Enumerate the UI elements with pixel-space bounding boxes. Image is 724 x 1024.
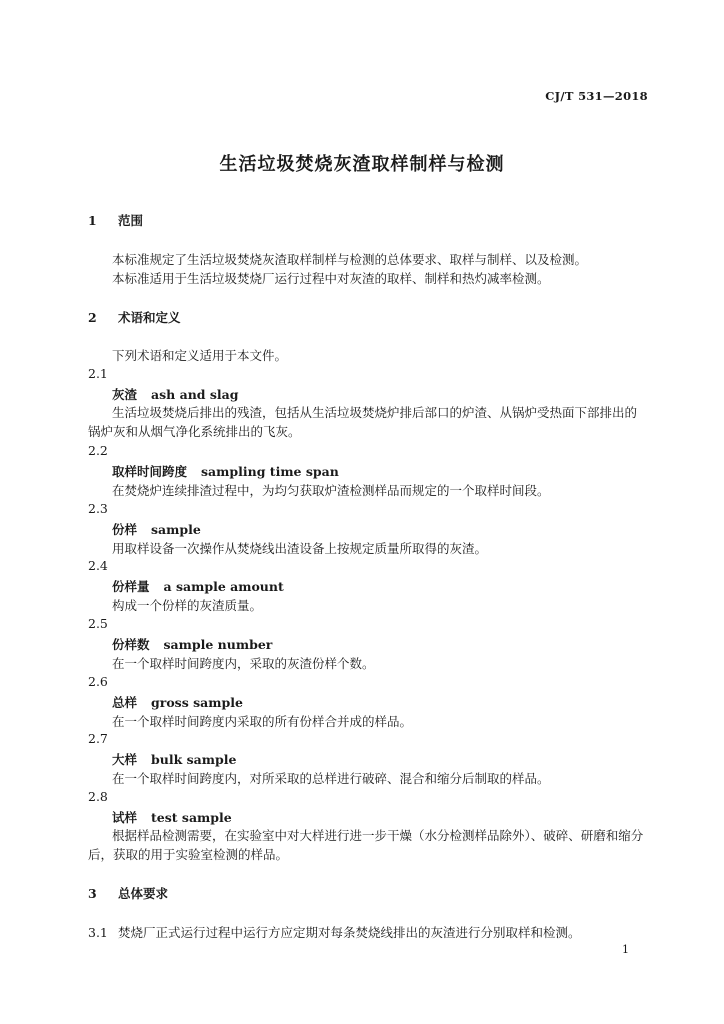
term-number: 2.5	[88, 616, 108, 631]
term-cn: 份样	[112, 522, 138, 537]
term-title	[112, 750, 236, 768]
section-1-heading	[88, 211, 143, 229]
section-1-title: 范围	[118, 213, 144, 228]
term-en: gross sample	[151, 695, 243, 710]
term-definition: 生活垃圾焚烧后排出的残渣，包括从生活垃圾焚烧炉排后部口的炉渣、从锅炉受热面下部排出的锅炉灰和从烟气净化系统排出的飞灰。	[88, 405, 638, 439]
term-en: a sample amount	[163, 579, 284, 594]
term-definition: 在一个取样时间跨度内，采取的灰渣份样个数。	[112, 656, 375, 671]
clause-number: 3.1	[88, 925, 108, 940]
section-2-heading	[88, 308, 181, 326]
term-en: bulk sample	[151, 752, 237, 767]
section-2-intro: 下列术语和定义适用于本文件。	[112, 348, 288, 363]
term-definition: 用取样设备一次操作从焚烧线出渣设备上按规定质量所取得的灰渣。	[112, 541, 488, 556]
clause-text: 焚烧厂正式运行过程中运行方应定期对每条焚烧线排出的灰渣进行分别取样和检测。	[118, 925, 581, 940]
term-title	[112, 385, 239, 403]
term-number: 2.6	[88, 674, 108, 689]
term-definition: 构成一个份样的灰渣质量。	[112, 598, 263, 613]
term-en: ash and slag	[151, 387, 239, 402]
term-cn: 取样时间跨度	[112, 464, 188, 479]
standard-code: CJ/T 531—2018	[545, 89, 648, 103]
term-cn: 总样	[112, 695, 138, 710]
term-cn: 份样量	[112, 579, 150, 594]
section-2-title: 术语和定义	[118, 310, 181, 325]
section-1-para-2: 本标准适用于生活垃圾焚烧厂运行过程中对灰渣的取样、制样和热灼减率检测。	[112, 271, 550, 286]
section-3-heading	[88, 884, 168, 902]
term-cn: 试样	[112, 810, 138, 825]
term-title	[112, 693, 243, 711]
page-number: 1	[622, 943, 629, 956]
section-3-number: 3	[88, 886, 97, 901]
term-title	[112, 462, 339, 480]
term-definition: 在一个取样时间跨度内采取的所有份样合并成的样品。	[112, 714, 413, 729]
term-en: test sample	[151, 810, 232, 825]
term-en: sample	[151, 522, 201, 537]
term-definition: 在焚烧炉连续排渣过程中，为均匀获取炉渣检测样品而规定的一个取样时间段。	[112, 483, 550, 498]
section-1-number: 1	[88, 213, 97, 228]
term-title	[112, 577, 284, 595]
document-title: 生活垃圾焚烧灰渣取样制样与检测	[219, 154, 505, 175]
term-definition: 在一个取样时间跨度内，对所采取的总样进行破碎、混合和缩分后制取的样品。	[112, 771, 550, 786]
term-title	[112, 635, 272, 653]
term-en: sample number	[163, 637, 273, 652]
term-definition: 根据样品检测需要，在实验室中对大样进行进一步干燥（水分检测样品除外）、破碎、研磨和缩分后，获取的用于实验室检测的样品。	[88, 828, 644, 862]
term-number: 2.3	[88, 501, 108, 516]
section-1-para-1: 本标准规定了生活垃圾焚烧灰渣取样制样与检测的总体要求、取样与制样、以及检测。	[112, 252, 588, 267]
term-cn: 灰渣	[112, 387, 138, 402]
section-3-title: 总体要求	[118, 886, 169, 901]
term-number: 2.7	[88, 731, 108, 746]
clause-3-1	[88, 923, 581, 941]
term-title	[112, 808, 232, 826]
term-number: 2.2	[88, 443, 108, 458]
term-title	[112, 520, 201, 538]
term-number: 2.1	[88, 366, 108, 381]
term-number: 2.8	[88, 789, 108, 804]
term-number: 2.4	[88, 558, 108, 573]
term-en: sampling time span	[201, 464, 339, 479]
term-cn: 大样	[112, 752, 138, 767]
term-cn: 份样数	[112, 637, 150, 652]
section-2-number: 2	[88, 310, 97, 325]
